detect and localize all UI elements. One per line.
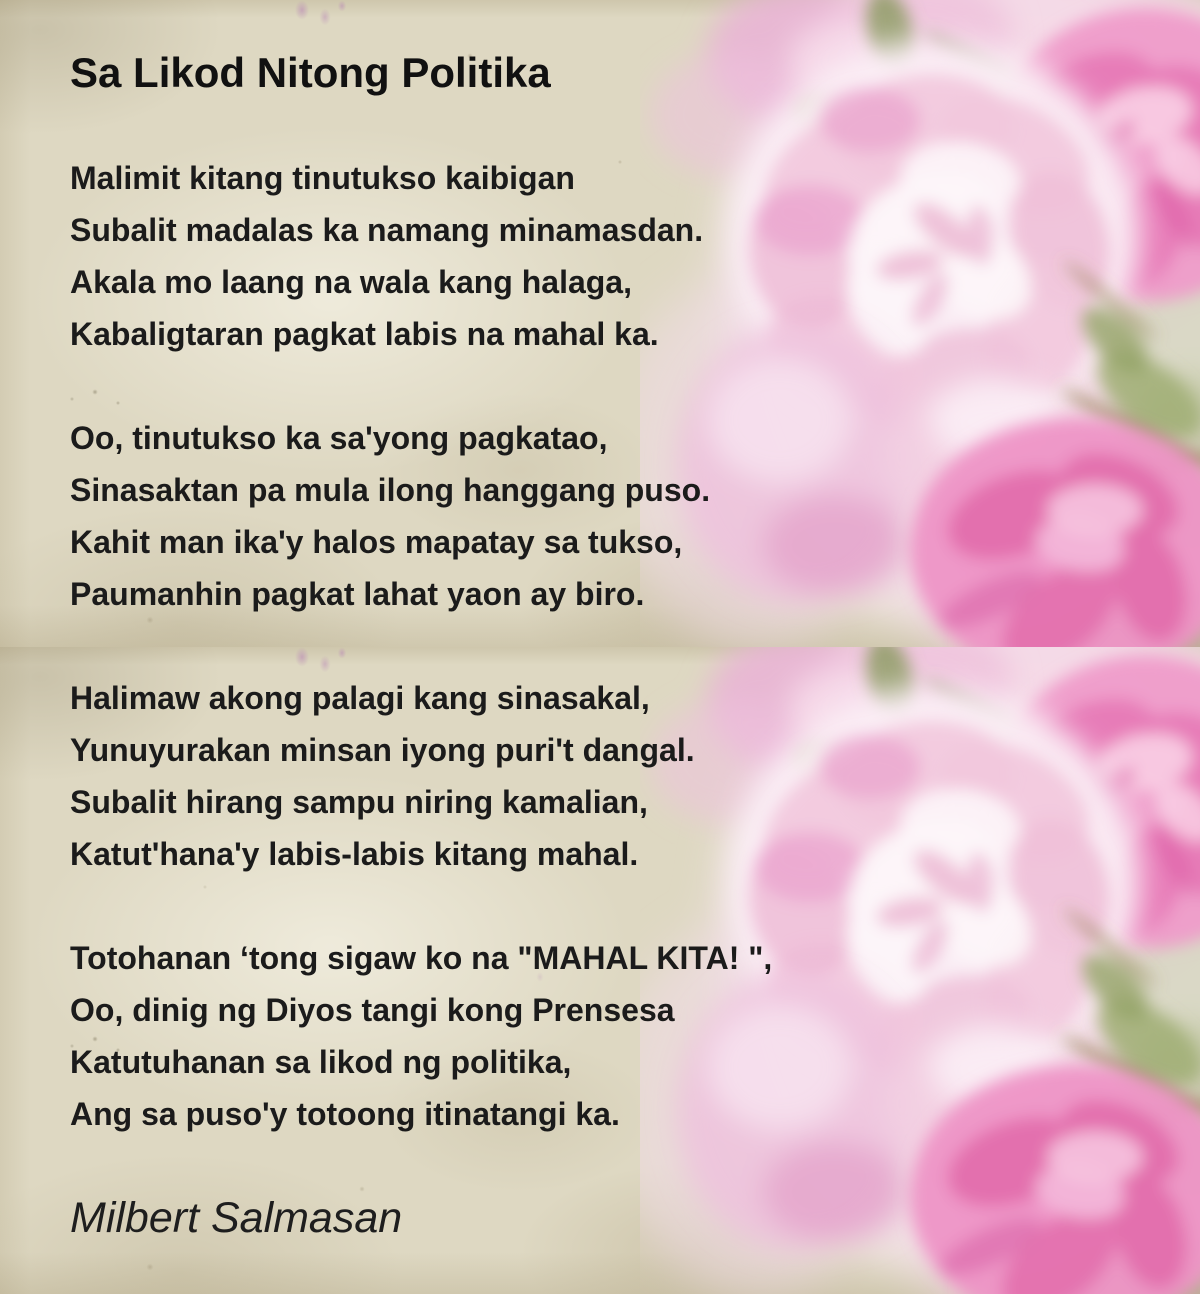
poem-line: Kabaligtaran pagkat labis na mahal ka. [70,316,659,352]
stanza-4 [70,932,772,1140]
poem-title: Sa Likod Nitong Politika [70,49,551,96]
poem-line: Subalit madalas ka namang minamasdan. [70,212,704,248]
stanza-2 [70,412,772,620]
stanza-1 [70,152,772,360]
poem-body [70,152,772,1192]
poem-line: Oo, dinig ng Diyos tangi kong Prensesa [70,992,675,1028]
poem-line: Kahit man ika'y halos mapatay sa tukso, [70,524,683,560]
poem-line: Subalit hirang sampu niring kamalian, [70,784,648,820]
poem-line: Katut'hana'y labis-labis kitang mahal. [70,836,639,872]
poem-line: Ang sa puso'y totoong itinatangi ka. [70,1096,620,1132]
poem-author: Milbert Salmasan [70,1194,403,1242]
poem-line: Akala mo laang na wala kang halaga, [70,264,632,300]
poem-line: Malimit kitang tinutukso kaibigan [70,160,575,196]
poem-line: Paumanhin pagkat lahat yaon ay biro. [70,576,645,612]
stanza-3 [70,672,772,880]
poem-line: Totohanan ‘tong sigaw ko na "MAHAL KITA! ", [70,940,773,976]
poem-line: Oo, tinutukso ka sa'yong pagkatao, [70,420,608,456]
poem-line: Yunuyurakan minsan iyong puri't dangal. [70,732,695,768]
poem-line: Sinasaktan pa mula ilong hanggang puso. [70,472,711,508]
poem-line: Katutuhanan sa likod ng politika, [70,1044,572,1080]
poem-line: Halimaw akong palagi kang sinasakal, [70,680,650,716]
